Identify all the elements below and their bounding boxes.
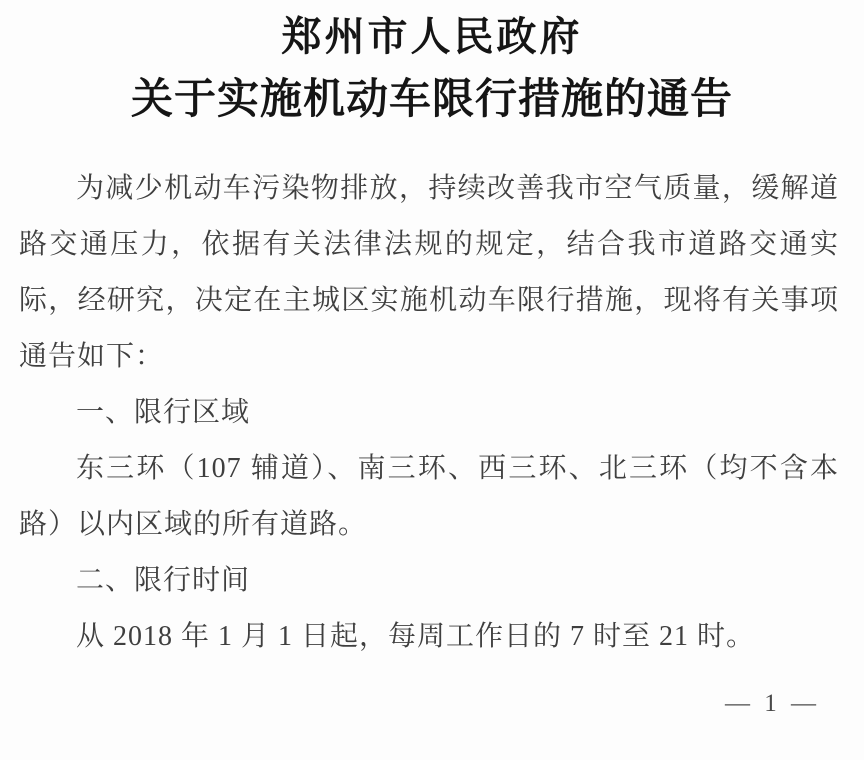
- body-line: 从 2018 年 1 月 1 日起，每周工作日的 7 时至 21 时。: [76, 621, 756, 652]
- body-line: 为减少机动车污染物排放，持续改善我市空气质量，缓解道: [76, 173, 839, 204]
- body-line: 路交通压力，依据有关法律法规的规定，结合我市道路交通实: [19, 229, 839, 260]
- document-body: [19, 161, 839, 665]
- body-line: 际，经研究，决定在主城区实施机动车限行措施，现将有关事项: [19, 285, 839, 316]
- body-line: 通告如下：: [19, 341, 165, 372]
- body-line: 东三环（107 辅道）、南三环、西三环、北三环（均不含本: [76, 453, 839, 484]
- body-line: 路）以内区域的所有道路。: [19, 509, 368, 540]
- body-line-section-heading: 一、限行区域: [76, 397, 251, 428]
- body-line-section-heading: 二、限行时间: [76, 565, 251, 596]
- document-title-line2: 关于实施机动车限行措施的通告: [130, 77, 733, 123]
- title-block: [0, 0, 864, 125]
- document-title-line1: 郑州市人民政府: [281, 14, 583, 59]
- page-number: — 1 —: [725, 690, 820, 717]
